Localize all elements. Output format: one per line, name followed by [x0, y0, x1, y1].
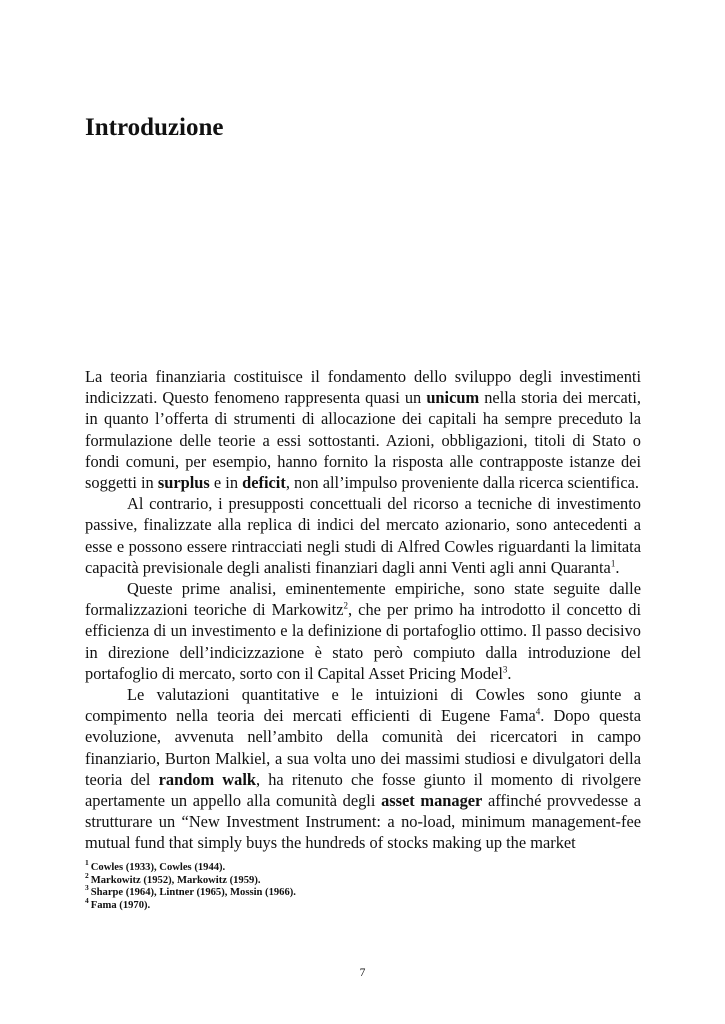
page-number: 7: [359, 967, 366, 979]
footnote-ref-3[interactable]: 3: [502, 664, 508, 675]
footnote-number: 2: [85, 870, 89, 880]
footnote-text: Sharpe (1964), Lintner (1965), Mossin (1966).: [90, 887, 296, 898]
paragraph-text: La teoria finanziaria costituisce il fondamento dello sviluppo degli investimenti indicizzati. Questo fenomeno rappresenta quasi un: [85, 367, 641, 408]
footnote-2: [85, 870, 641, 888]
paragraph-text: .: [507, 663, 512, 683]
paragraph-text: . Dopo questa evoluzione, avvenuta nell’ambito della comunità dei ricercatori in campo finanziario, Burton Malkiel, a sua volta uno dei massimi studiosi e divulgatori della teoria del: [85, 706, 641, 789]
paragraph-1: [85, 366, 641, 493]
bold-term-random-walk: random walk: [158, 769, 256, 789]
bold-term-unicum: unicum: [426, 388, 480, 408]
paragraph-3: [85, 578, 641, 684]
footnote-ref-1[interactable]: 1: [610, 558, 616, 569]
page-title: Introduzione: [85, 114, 224, 141]
footnote-text: Fama (1970).: [90, 899, 151, 911]
paragraph-text: e in: [209, 473, 243, 493]
paragraph-4: [85, 684, 641, 854]
paragraph-text: Queste prime analisi, eminentemente empiriche, sono state seguite dalle formalizzazioni teoriche di Markowitz: [85, 579, 641, 620]
paragraph-text: affinché provvedesse a strutturare un “New Investment Instrument: a no-load, minimum management-fee mutual fund that simply buys the hundreds of stocks making up the market: [85, 791, 641, 853]
paragraph-2: [85, 493, 641, 578]
footnote-text: Markowitz (1952), Markowitz (1959).: [90, 874, 261, 886]
footnote-1: [85, 858, 641, 875]
paragraph-text: .: [615, 557, 620, 577]
footnote-ref-2[interactable]: 2: [343, 600, 349, 611]
footnote-text: Cowles (1933), Cowles (1944).: [90, 862, 226, 873]
footnote-4: [85, 895, 641, 913]
paragraph-text: nella storia dei mercati, in quanto l’offerta di strumenti di allocazione dei capitali ha sempre preceduto la formulazione delle teorie a essi sottostanti. Azioni, obbligazioni, titoli di Stato o fondi comuni, per esempio, hanno fornito la risposta alle contrapposte istanze dei soggetti in: [85, 388, 641, 493]
footnotes: [85, 858, 641, 912]
bold-term-surplus: surplus: [157, 473, 210, 493]
paragraph-text: Al contrario, i presupposti concettuali del ricorso a tecniche di investimento passive, finalizzate alla replica di indici del mercato azionario, sono antecedenti a esse e possono essere rintracciati negli studi di Alfred Cowles riguardanti la limitata capacità previsionale degli analisti finanziari dagli anni Venti agli anni Quaranta: [85, 494, 641, 577]
footnote-number: 1: [85, 858, 89, 868]
footnote-number: 3: [85, 883, 89, 893]
footnote-ref-4[interactable]: 4: [535, 706, 541, 717]
body-text: [85, 366, 641, 854]
paragraph-text: , ha ritenuto che fosse giunto il momento di rivolgere apertamente un appello alla comunità degli: [85, 769, 641, 811]
footnote-number: 4: [85, 895, 89, 905]
paragraph-text: Le valutazioni quantitative e le intuizioni di Cowles sono giunte a compimento nella teoria dei mercati efficienti di Eugene Fama: [85, 685, 641, 726]
paragraph-text: , non all’impulso proveniente dalla ricerca scientifica.: [285, 473, 639, 493]
paragraph-text: , che per primo ha introdotto il concetto di efficienza di un investimento e la definizione di portafoglio ottimo. Il passo decisivo in direzione dell’indicizzazione è stato però compiuto dalla introduzione del portafoglio di mercato, sorto con il Capital Asset Pricing Model: [85, 600, 641, 683]
bold-term-asset-manager: asset manager: [381, 791, 483, 811]
footnote-3: [85, 883, 641, 900]
bold-term-deficit: deficit: [242, 473, 286, 493]
